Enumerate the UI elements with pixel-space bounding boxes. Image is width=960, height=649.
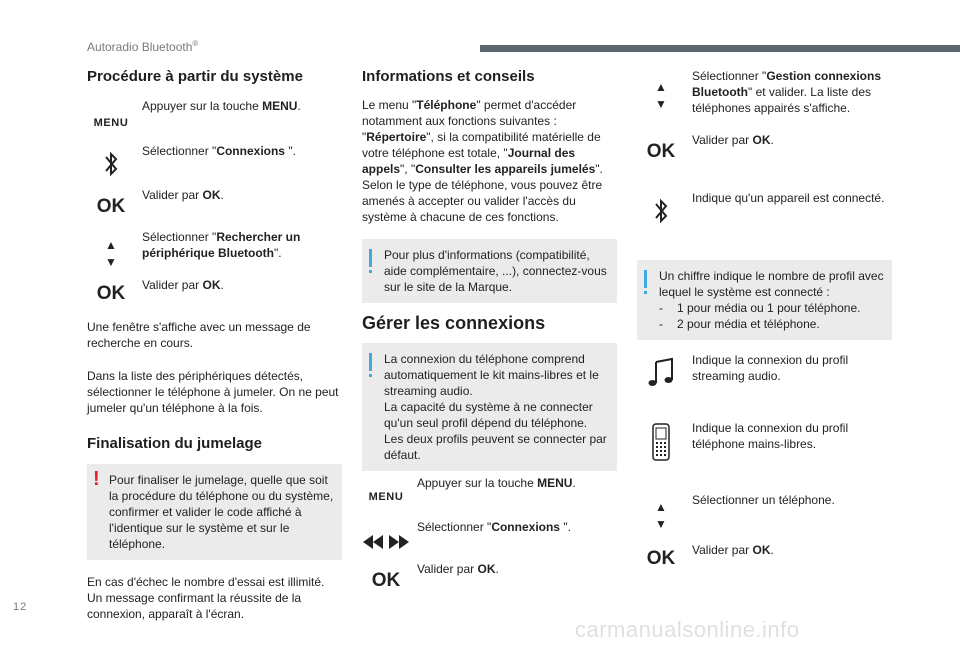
step-streaming-profile: Indique la connexion du profil streaming audio.: [637, 352, 892, 420]
step-device-connected: Indique qu'un appareil est connecté.: [637, 190, 892, 260]
step-handsfree-profile: Indique la connexion du profil téléphone mains-libres.: [637, 420, 892, 492]
paragraph-device-list: Dans la liste des périphériques détectés, sélectionner le téléphone à jumeler. On ne peut jumeler qu'un téléphone à la fois.: [87, 369, 339, 415]
list-item: - 2 pour média et téléphone.: [659, 317, 820, 331]
paragraph-telephone-menu: Le menu "Téléphone" permet d'accéder notamment aux fonctions suivantes : "Répertoire", si la compatibilité matérielle de votre téléphone est totale, "Journal des appels", "Consulter les appareils jumelés". Selon le type de téléphone, vous pouvez être amenés à accepter ou valider l'accès du système à chacune de ces fonctions.: [362, 98, 603, 224]
step-press-menu: MENU Appuyer sur la touche MENU.: [87, 98, 342, 140]
section-heading-info: Informations et conseils: [362, 68, 535, 85]
up-down-arrows-icon: ▲ ▼: [655, 80, 667, 111]
section-heading-finalisation: Finalisation du jumelage: [87, 435, 263, 452]
phone-icon: [637, 423, 685, 465]
step-validate-ok-4: OK Valider par OK.: [637, 132, 892, 190]
column-1: [87, 60, 342, 622]
bluetooth-icon: [637, 196, 685, 230]
step-select-phone: ▲ ▼ Sélectionner un téléphone.: [637, 492, 892, 542]
step-manage-bluetooth: ▲ ▼ Sélectionner "Gestion connexions Bluetooth" et valider. La liste des téléphones appairés s'affiche.: [637, 68, 892, 132]
music-note-icon: [637, 356, 685, 392]
section-heading-procedure: Procédure à partir du système: [87, 68, 303, 85]
info-box-connection: La connexion du téléphone comprend automatiquement le kit mains-libres et le streaming audio. La capacité du système à ne connecter qu'un seul profil dépend du téléphone. Les deux profils peuvent se connecter par défaut.: [362, 343, 617, 471]
step-validate-ok-2: OK Valider par OK.: [87, 277, 342, 319]
prev-next-icon: [362, 534, 410, 554]
step-press-menu-2: MENU Appuyer sur la touche MENU.: [362, 475, 617, 519]
ok-button-icon: OK: [96, 196, 126, 217]
step-select-connexions-2: Sélectionner "Connexions ".: [362, 519, 617, 561]
menu-button-icon: MENU: [93, 117, 129, 129]
column-3: [637, 60, 892, 584]
info-icon: [369, 353, 372, 371]
paragraph-search-window: Une fenêtre s'affiche avec un message de recherche en cours.: [87, 320, 311, 350]
ok-button-icon: OK: [646, 548, 676, 569]
ok-button-icon: OK: [96, 283, 126, 304]
watermark: carmanualsonline.info: [575, 617, 800, 642]
ok-button-icon: OK: [646, 141, 676, 162]
bluetooth-icon: [87, 149, 135, 183]
paragraph-failure: En cas d'échec le nombre d'essai est illimité. Un message confirmant la réussite de la connexion, apparaît à l'écran.: [87, 575, 325, 621]
page-number: 12: [13, 601, 28, 613]
info-icon: [644, 270, 647, 288]
column-2: [362, 60, 617, 603]
info-box-website: Pour plus d'informations (compatibilité, aide complémentaire, ...), connectez-vous sur le site de la Marque.: [362, 239, 617, 303]
up-down-arrows-icon: ▲ ▼: [655, 500, 667, 531]
step-search-device: ▲ ▼ Sélectionner "Rechercher un périphérique Bluetooth".: [87, 229, 342, 277]
ok-button-icon: OK: [371, 570, 401, 591]
menu-button-icon: MENU: [368, 491, 404, 503]
step-select-connexions: Sélectionner "Connexions ".: [87, 143, 342, 187]
header-bar: [480, 45, 960, 52]
info-box-profiles: Un chiffre indique le nombre de profil avec lequel le système est connecté : - 1 pour média ou 1 pour téléphone. - 2 pour média et téléphone.: [637, 260, 892, 340]
step-validate-ok-3: OK Valider par OK.: [362, 561, 617, 603]
warning-box: ! Pour finaliser le jumelage, quelle que soit la procédure du téléphone ou du système, confirmer et valider le code affiché à l'identique sur le système et sur le téléphone.: [87, 464, 342, 560]
info-icon: [369, 249, 372, 267]
up-down-arrows-icon: ▲ ▼: [105, 238, 117, 269]
list-item: - 1 pour média ou 1 pour téléphone.: [659, 301, 861, 315]
step-validate-ok-5: OK Valider par OK.: [637, 542, 892, 584]
header-title: Autoradio Bluetooth®: [87, 39, 199, 54]
warning-icon: !: [93, 468, 100, 490]
step-validate-ok-1: OK Valider par OK.: [87, 187, 342, 229]
section-heading-manage: Gérer les connexions: [362, 313, 546, 333]
